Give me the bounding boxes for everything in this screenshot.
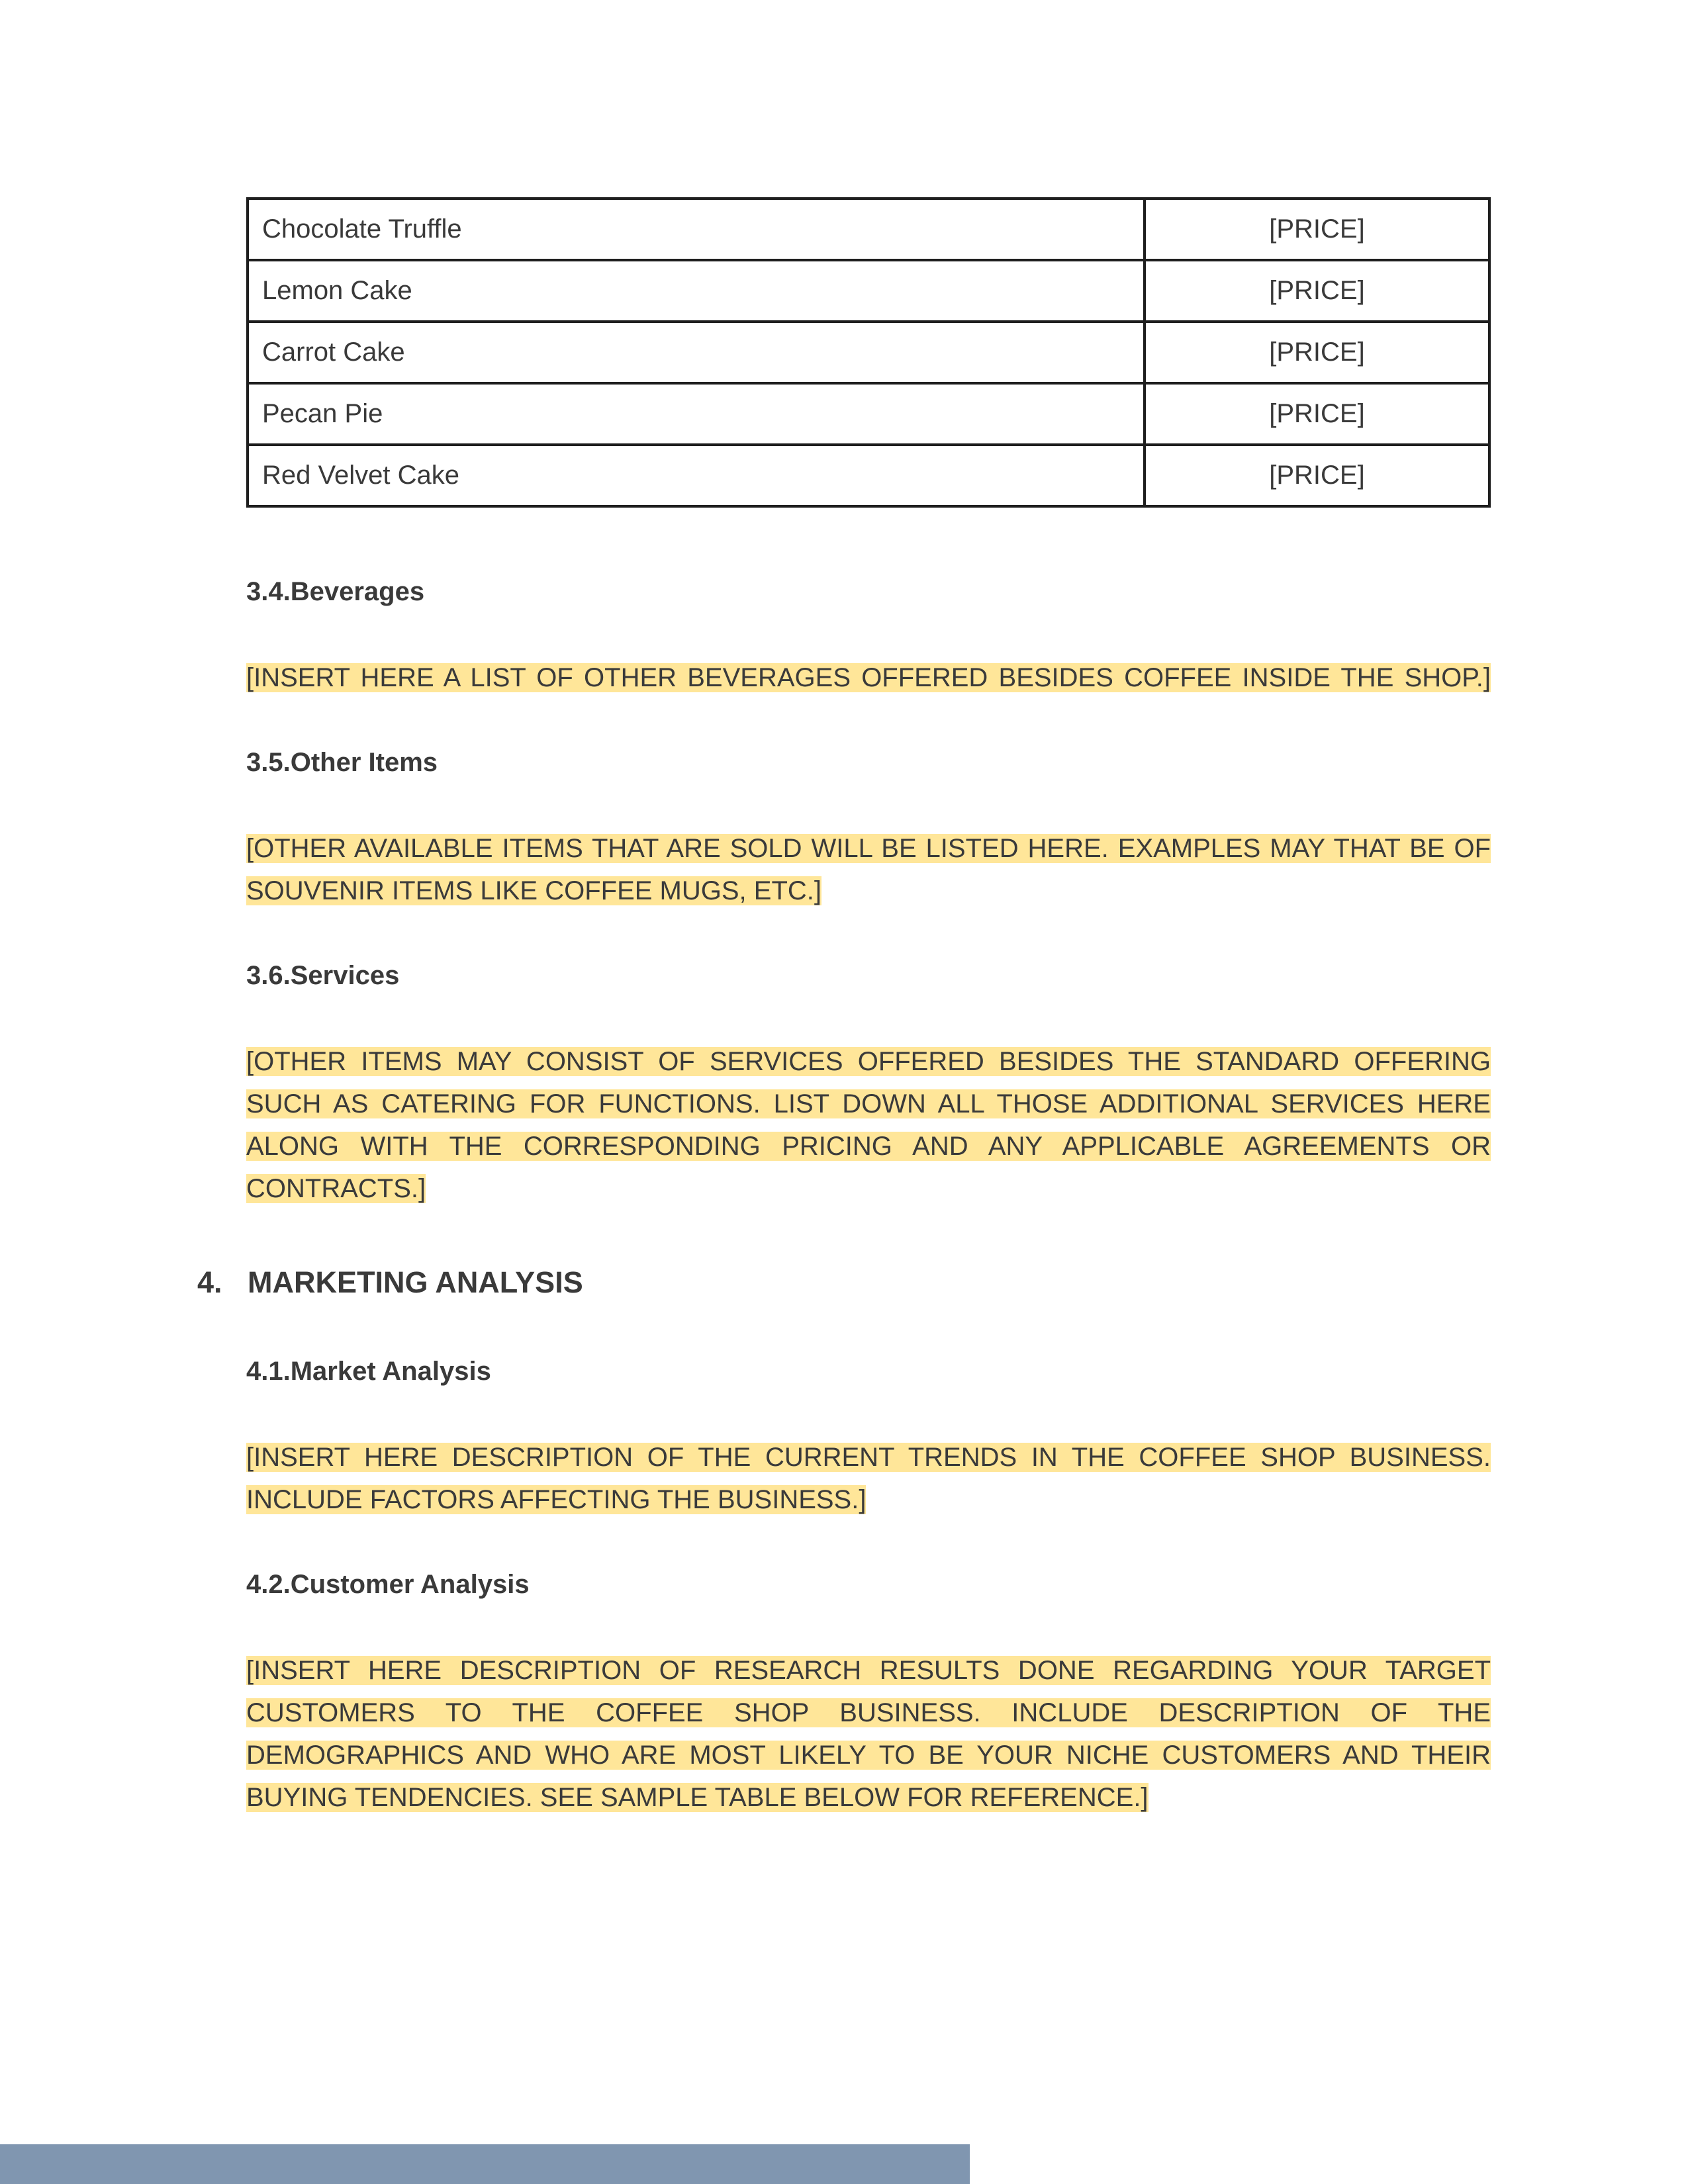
subheading-title: Other Items	[290, 748, 438, 777]
item-name-cell: Pecan Pie	[248, 383, 1145, 445]
section-title: MARKETING ANALYSIS	[248, 1265, 583, 1299]
subheading-number: 3.6.	[246, 961, 291, 990]
subheading-title: Market Analysis	[290, 1357, 491, 1386]
table-row	[248, 445, 1489, 506]
subheading-services	[246, 961, 399, 991]
footer-bar	[0, 2144, 970, 2184]
price-cell: [PRICE]	[1145, 445, 1489, 506]
item-name-cell: Lemon Cake	[248, 260, 1145, 322]
placeholder-market-analysis	[246, 1436, 1491, 1521]
subheading-number: 3.5.	[246, 748, 291, 777]
subheading-number: 4.1.	[246, 1357, 291, 1386]
item-name-cell: Chocolate Truffle	[248, 199, 1145, 260]
subheading-title: Customer Analysis	[290, 1570, 530, 1599]
section-number: 4.	[197, 1265, 222, 1299]
placeholder-text: [OTHER ITEMS MAY CONSIST OF SERVICES OFFERED BESIDES THE STANDARD OFFERING SUCH AS CATERING FOR FUNCTIONS. LIST DOWN ALL THOSE ADDITIONAL SERVICES HERE ALONG WITH THE CORRESPONDING PRICING AND ANY APPLICABLE AGREEMENTS OR CONTRACTS.]	[246, 1047, 1491, 1203]
price-cell: [PRICE]	[1145, 199, 1489, 260]
table-row	[248, 199, 1489, 260]
placeholder-text: [INSERT HERE DESCRIPTION OF RESEARCH RESULTS DONE REGARDING YOUR TARGET CUSTOMERS TO THE COFFEE SHOP BUSINESS. INCLUDE DESCRIPTION OF THE DEMOGRAPHICS AND WHO ARE MOST LIKELY TO BE YOUR NICHE CUSTOMERS AND THEIR BUYING TENDENCIES. SEE SAMPLE TABLE BELOW FOR REFERENCE.]	[246, 1656, 1491, 1812]
placeholder-text: [OTHER AVAILABLE ITEMS THAT ARE SOLD WILL BE LISTED HERE. EXAMPLES MAY THAT BE OF SOUVENIR ITEMS LIKE COFFEE MUGS, ETC.]	[246, 834, 1491, 905]
subheading-number: 4.2.	[246, 1570, 291, 1599]
placeholder-text: [INSERT HERE DESCRIPTION OF THE CURRENT TRENDS IN THE COFFEE SHOP BUSINESS. INCLUDE FACTORS AFFECTING THE BUSINESS.]	[246, 1443, 1491, 1514]
price-cell: [PRICE]	[1145, 383, 1489, 445]
price-cell: [PRICE]	[1145, 260, 1489, 322]
price-cell: [PRICE]	[1145, 322, 1489, 383]
subheading-title: Services	[290, 961, 400, 990]
section-heading-marketing	[197, 1265, 583, 1300]
subheading-other-items	[246, 748, 438, 778]
item-name-cell: Red Velvet Cake	[248, 445, 1145, 506]
placeholder-customer-analysis	[246, 1649, 1491, 1819]
subheading-title: Beverages	[290, 577, 425, 606]
table-row	[248, 322, 1489, 383]
placeholder-beverages	[246, 657, 1491, 699]
subheading-customer-analysis	[246, 1570, 530, 1600]
subheading-market-analysis	[246, 1357, 491, 1387]
subheading-beverages	[246, 577, 424, 607]
subheading-number: 3.4.	[246, 577, 291, 606]
menu-price-table	[246, 197, 1491, 508]
item-name-cell: Carrot Cake	[248, 322, 1145, 383]
placeholder-services	[246, 1040, 1491, 1210]
table-row	[248, 383, 1489, 445]
placeholder-text: [INSERT HERE A LIST OF OTHER BEVERAGES OFFERED BESIDES COFFEE INSIDE THE SHOP.]	[246, 663, 1491, 692]
table-row	[248, 260, 1489, 322]
placeholder-other-items	[246, 827, 1491, 912]
